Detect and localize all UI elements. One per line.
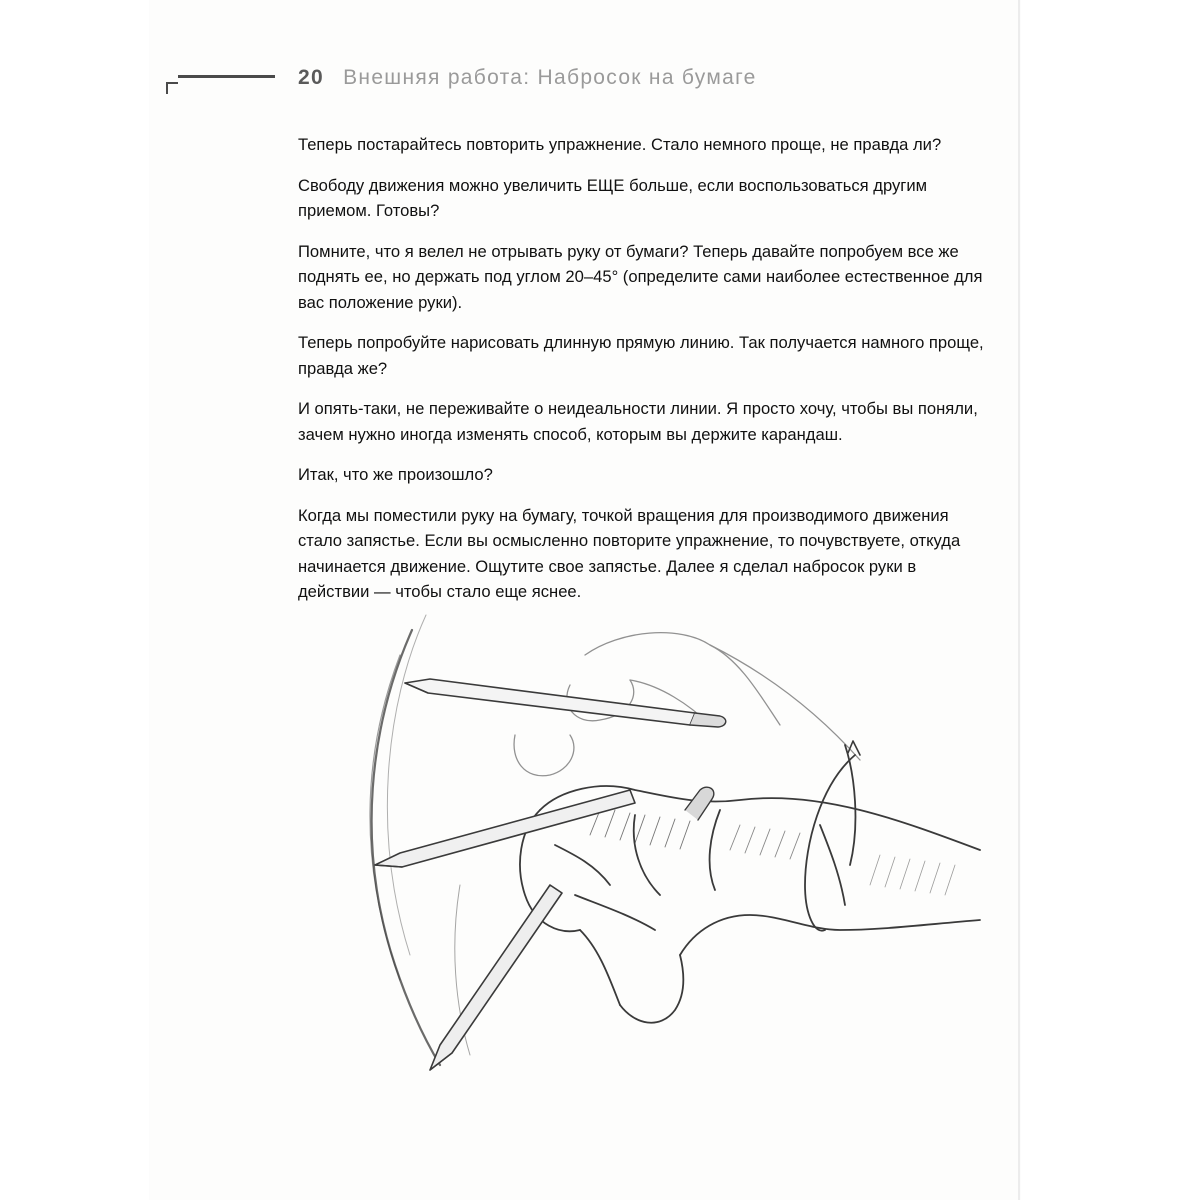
header-corner-mark	[166, 82, 178, 94]
paragraph: Итак, что же произошло?	[298, 465, 493, 484]
paragraph: Теперь постарайтесь повторить упражнение. Стало немного проще, не правда ли?	[298, 135, 942, 154]
chapter-title: Внешняя работа: Набросок на бумаге	[343, 66, 757, 89]
motion-arc	[387, 615, 426, 955]
header-rule	[178, 75, 275, 78]
paragraph: И опять-таки, не переживайте о неидеальности линии. Я просто хочу, чтобы вы поняли, зачем нужно иногда изменять способ, которым вы держите карандаш.	[298, 399, 978, 444]
page-number: 20	[298, 66, 324, 89]
page-edge	[1018, 0, 1020, 1200]
motion-arc	[370, 655, 400, 980]
wrist-rotation-arrow	[805, 741, 860, 931]
hand-pencil-sketch	[300, 585, 1000, 1105]
pencil-lower	[375, 790, 635, 867]
paragraph: Теперь попробуйте нарисовать длинную прямую линию. Так получается намного проще, правда же?	[298, 333, 984, 378]
body-text	[298, 132, 988, 620]
paragraph: Свободу движения можно увеличить ЕЩЕ больше, если воспользоваться другим приемом. Готовы?	[298, 175, 928, 220]
hand	[520, 786, 980, 1023]
paragraph: Помните, что я велел не отрывать руку от бумаги? Теперь давайте попробуем все же поднять ее, но держать под углом 20–45° (определите сами наиболее естественное для вас положение руки).	[298, 241, 983, 312]
pencil-upper	[405, 679, 726, 727]
paragraph: Когда мы поместили руку на бумагу, точкой вращения для производимого движения стало запястье. Если вы осмысленно повторите упражнение, то почувствуете, откуда начинается движение. Ощутите свое запястье. Далее я сделал набросок руки в действии — чтобы стало еще яснее.	[298, 505, 961, 601]
running-header	[298, 66, 757, 90]
